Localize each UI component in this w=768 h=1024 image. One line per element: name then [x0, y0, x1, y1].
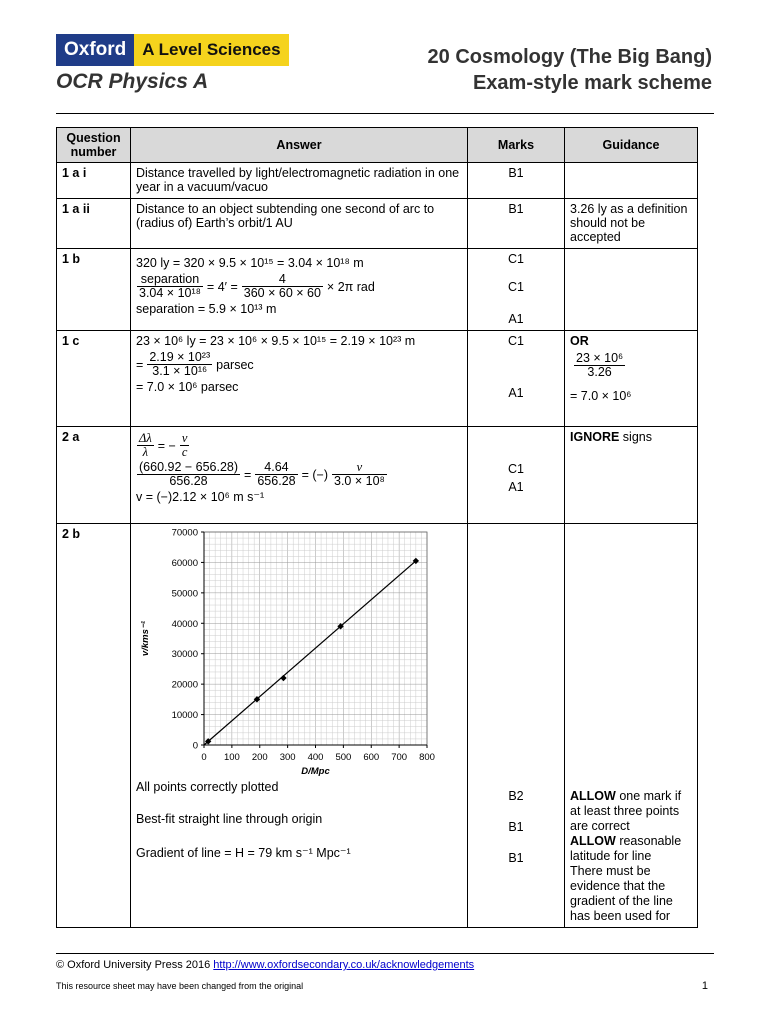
guidance-cell — [565, 427, 698, 524]
col-header-question: Question number — [57, 128, 131, 163]
guidance-allow-1: ALLOW one mark if at least three points are correct — [570, 789, 682, 833]
question-number: 2 a — [57, 427, 131, 524]
table-row — [57, 199, 698, 249]
fraction: $\frac{\Delta\lambda}{\lambda}$ — [139, 431, 152, 459]
marks-cell: B1 — [468, 199, 565, 249]
answer-equation: $\frac{\text{separation}}{\text{3.04 × 10¹⁸}}$ = 4′ = $\frac{4}{360 \times 60 \times 60}$ × 2π rad — [139, 272, 375, 300]
answer-line: Best-fit straight line through origin — [136, 812, 323, 826]
table-row — [57, 163, 698, 199]
marks-cell: C1 A1 — [468, 427, 565, 524]
table-row — [57, 331, 698, 427]
header-rule — [56, 113, 714, 114]
title-line-1: 20 Cosmology (The Big Bang) — [427, 46, 712, 68]
answer-cell: Distance to an object subtending one second of arc to (radius of) Earth’s orbit/1 AU — [131, 199, 468, 249]
y-tick-label: 50000 — [171, 588, 198, 600]
guidance-allow-2: ALLOW reasonable latitude for line — [570, 834, 682, 863]
fraction: $\frac{\text{23 × 10⁶}}{3.26}$ — [576, 351, 624, 379]
answer-line: All points correctly plotted — [136, 780, 279, 794]
x-tick-label: 700 — [391, 752, 408, 763]
fraction: $\frac{4}{360 \times 60 \times 60}$ — [243, 272, 321, 300]
answer-cell — [131, 524, 468, 928]
page-number: 1 — [701, 980, 708, 992]
answer-equation: $\frac{(660.92 - 656.28)}{656.28}$ = $\frac{4.64}{656.28}$ = (−) $\frac{v}{\text{3.0 × 10⁸}}$ — [139, 460, 385, 488]
y-tick-label: 40000 — [171, 618, 198, 630]
x-tick-label: 0 — [201, 752, 207, 763]
marks-cell: C1 C1 A1 — [468, 249, 565, 331]
hubble-graph — [136, 524, 456, 776]
guidance-ignore: IGNORE — [570, 430, 620, 444]
x-tick-label: 300 — [279, 752, 296, 763]
table-row — [57, 249, 698, 331]
fraction: $\frac{\text{2.19 × 10²³}}{\text{3.1 × 10¹⁶}}$ — [149, 350, 211, 378]
y-tick-label: 0 — [192, 740, 198, 752]
table-header-row — [57, 128, 698, 163]
col-header-answer: Answer — [131, 128, 468, 163]
y-tick-label: 20000 — [171, 679, 198, 691]
guidance-signs: signs — [622, 430, 652, 444]
guidance-or: OR — [570, 334, 589, 348]
page-header — [0, 0, 768, 120]
y-tick-label: 60000 — [171, 557, 198, 569]
col-header-guidance: Guidance — [565, 128, 698, 163]
col-header-marks: Marks — [468, 128, 565, 163]
fraction: $\frac{v}{c}$ — [181, 431, 188, 459]
answer-cell — [131, 331, 468, 427]
mark-scheme-table — [56, 127, 698, 928]
footer-copyright-line — [56, 959, 474, 971]
answer-cell — [131, 427, 468, 524]
answer-equation: $\frac{\Delta\lambda}{\lambda}$ = − $\frac{v}{c}$ — [139, 431, 188, 459]
x-tick-label: 100 — [223, 752, 240, 763]
document-title — [428, 44, 712, 96]
publisher-logo — [56, 34, 289, 66]
guidance-cell — [565, 524, 698, 928]
acknowledgements-link[interactable]: http://www.oxfordsecondary.co.uk/acknowledgements — [213, 959, 475, 971]
marks-cell: C1 A1 — [468, 331, 565, 427]
title-line-2: Exam-style mark scheme — [472, 72, 712, 94]
y-tick-label: 30000 — [171, 649, 198, 661]
marks-cell: B1 — [468, 163, 565, 199]
copyright-text: © Oxford University Press 2016 — [56, 959, 211, 971]
y-axis-label: v/kms⁻¹ — [140, 620, 151, 657]
answer-line: = 7.0 × 10⁶ parsec — [136, 380, 239, 394]
question-number: 1 a i — [57, 163, 131, 199]
fraction: $\frac{4.64}{656.28}$ — [257, 460, 296, 488]
x-tick-label: 600 — [363, 752, 380, 763]
guidance-cell: 3.26 ly as a definition should not be accepted — [565, 199, 698, 249]
x-tick-label: 400 — [307, 752, 324, 763]
x-tick-label: 200 — [251, 752, 268, 763]
fraction: $\frac{(660.92 - 656.28)}{656.28}$ — [139, 460, 239, 488]
answer-cell — [131, 249, 468, 331]
footer-note: This resource sheet may have been changed from the original — [56, 981, 304, 991]
question-number: 1 a ii — [57, 199, 131, 249]
question-number: 1 c — [57, 331, 131, 427]
table-row — [57, 524, 698, 928]
x-tick-label: 500 — [335, 752, 352, 763]
answer-line: separation = 5.9 × 10¹³ m — [136, 302, 277, 316]
answer-line: v = (−)2.12 × 10⁶ m s⁻¹ — [136, 490, 265, 504]
y-tick-label: 10000 — [171, 710, 198, 722]
data-point — [280, 675, 286, 681]
marks-cell: B2 B1 B1 — [468, 524, 565, 928]
answer-line: 320 ly = 320 × 9.5 × 10¹⁵ = 3.04 × 10¹⁸ m — [136, 256, 364, 270]
course-name: OCR Physics A — [56, 70, 209, 93]
brand-series: A Level Sciences — [134, 34, 288, 66]
guidance-result: = 7.0 × 10⁶ — [570, 389, 632, 403]
fraction: $\frac{\text{separation}}{\text{3.04 × 10¹⁸}}$ — [139, 272, 201, 300]
x-axis-label: D/Mpc — [301, 766, 330, 776]
guidance-cell — [565, 331, 698, 427]
guidance-evidence: There must be evidence that the gradient of the line has been used for — [570, 864, 673, 923]
y-tick-label: 70000 — [171, 527, 198, 539]
question-number: 1 b — [57, 249, 131, 331]
brand-oxford: Oxford — [56, 34, 134, 66]
table-row — [57, 427, 698, 524]
answer-equation: = $\frac{\text{2.19 × 10²³}}{\text{3.1 × 10¹⁶}}$ parsec — [136, 350, 254, 378]
answer-line: 23 × 10⁶ ly = 23 × 10⁶ × 9.5 × 10¹⁵ = 2.19 × 10²³ m — [136, 334, 416, 348]
answer-cell: Distance travelled by light/electromagnetic radiation in one year in a vacuum/vacuo — [131, 163, 468, 199]
guidance-cell — [565, 163, 698, 199]
footer-rule — [56, 953, 714, 954]
x-tick-label: 800 — [419, 752, 435, 763]
question-number: 2 b — [57, 524, 131, 928]
fraction: $\frac{v}{\text{3.0 × 10⁸}}$ — [334, 460, 385, 488]
answer-line: Gradient of line = H = 79 km s⁻¹ Mpc⁻¹ — [136, 846, 351, 860]
guidance-cell — [565, 249, 698, 331]
